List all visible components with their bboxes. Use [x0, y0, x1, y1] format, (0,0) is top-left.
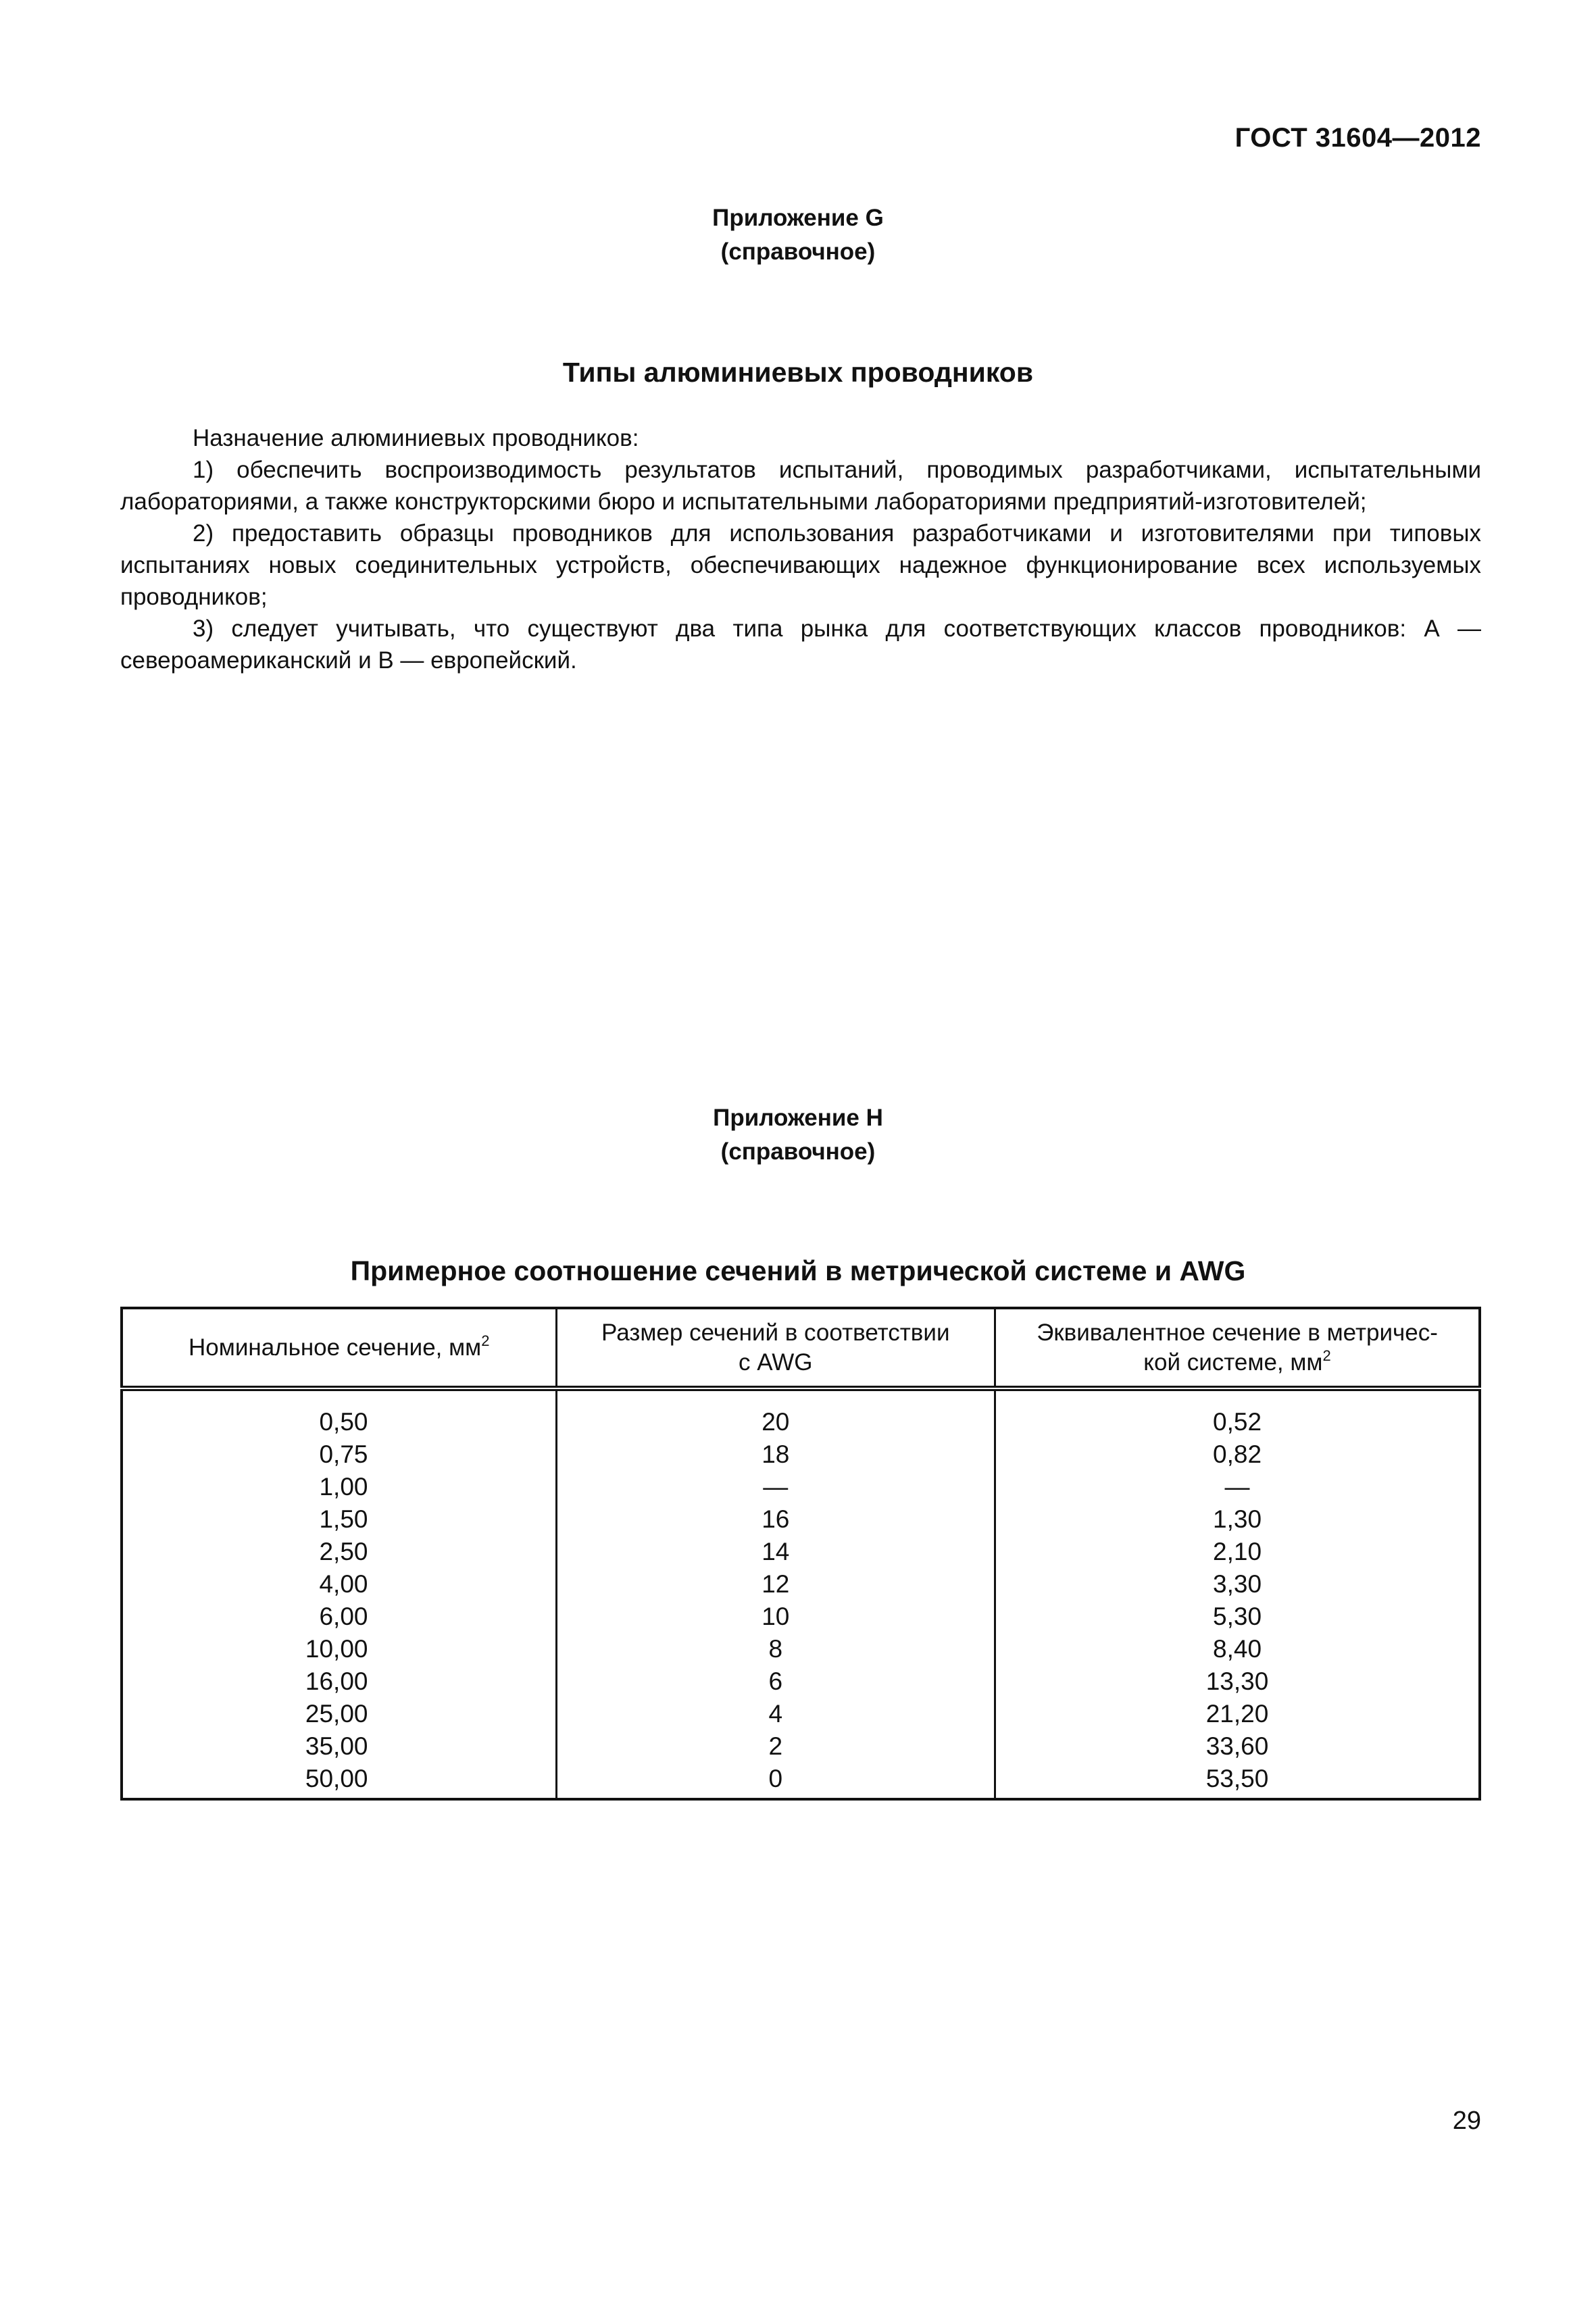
metric-cell: 3,30	[995, 1568, 1480, 1601]
metric-cell: 2,10	[995, 1536, 1480, 1568]
nominal-cell: 35,00	[305, 1732, 368, 1760]
table-row	[122, 1763, 1480, 1799]
header-metric-equivalent: Эквивалентное сечение в метричес- кой системе, $мм^2$	[995, 1308, 1480, 1388]
annex-g-heading	[0, 201, 1596, 269]
awg-cell: 2	[556, 1730, 995, 1763]
table-row	[122, 1438, 1480, 1471]
page-number: 29	[1452, 2107, 1481, 2135]
annex-g-item: 3) следует учитывать, что существуют два типа рынка для соответствующих классов проводников: А — североамериканский и В — европейский.	[120, 615, 1481, 674]
table-row	[122, 1730, 1480, 1763]
metric-cell: 5,30	[995, 1601, 1480, 1633]
annex-g-status: (справочное)	[720, 238, 876, 265]
annex-g-title: Типы алюминиевых проводников	[562, 357, 1034, 388]
cross-section-table	[120, 1307, 1481, 1801]
awg-cell: 6	[556, 1665, 995, 1698]
annex-g-intro: Назначение алюминиевых проводников:	[193, 425, 639, 451]
awg-cell: —	[556, 1471, 995, 1503]
nominal-cell: 10,00	[305, 1635, 368, 1663]
metric-cell: 0,52	[995, 1388, 1480, 1438]
table-row	[122, 1698, 1480, 1730]
awg-cell: 4	[556, 1698, 995, 1730]
annex-g-label: Приложение G	[712, 205, 884, 231]
awg-cell: 16	[556, 1503, 995, 1536]
nominal-cell: 0,50	[319, 1408, 368, 1436]
metric-cell: 33,60	[995, 1730, 1480, 1763]
nominal-cell: 25,00	[305, 1700, 368, 1728]
metric-cell: 21,20	[995, 1698, 1480, 1730]
awg-cell: 12	[556, 1568, 995, 1601]
table-row	[122, 1471, 1480, 1503]
annex-h-heading	[0, 1101, 1596, 1169]
table-header-row	[122, 1308, 1480, 1388]
annex-h-title: Примерное соотношение сечений в метрической системе и AWG	[350, 1255, 1246, 1286]
nominal-cell: 6,00	[319, 1603, 368, 1630]
annex-h-label: Приложение H	[713, 1105, 883, 1131]
metric-cell: 1,30	[995, 1503, 1480, 1536]
table-row	[122, 1388, 1480, 1438]
awg-cell: 20	[556, 1388, 995, 1438]
awg-cell: 0	[556, 1763, 995, 1799]
nominal-cell: 0,75	[319, 1440, 368, 1468]
table-row	[122, 1568, 1480, 1601]
nominal-cell: 4,00	[319, 1570, 368, 1598]
metric-cell: 8,40	[995, 1633, 1480, 1665]
annex-h-status: (справочное)	[720, 1138, 876, 1165]
awg-cell: 18	[556, 1438, 995, 1471]
nominal-cell: 1,50	[319, 1505, 368, 1533]
awg-cell: 10	[556, 1601, 995, 1633]
nominal-cell: 50,00	[305, 1765, 368, 1792]
table-row	[122, 1503, 1480, 1536]
annex-g-item: 1) обеспечить воспроизводимость результатов испытаний, проводимых разработчиками, испытательными лабораториями, а также конструкторскими бюро и испытательными лабораториями предприятий-изготовителей;	[120, 457, 1481, 515]
standard-code: ГОСТ 31604—2012	[1235, 123, 1481, 153]
table-row	[122, 1665, 1480, 1698]
header-nominal-section: Номинальное сечение, $мм^2$	[122, 1308, 556, 1388]
nominal-cell: 2,50	[319, 1538, 368, 1565]
annex-g-body	[120, 422, 1481, 676]
metric-cell: 0,82	[995, 1438, 1480, 1471]
annex-g-item: 2) предоставить образцы проводников для использования разработчиками и изготовителями при типовых испытаниях новых соединительных устройств, обеспечивающих надежное функционирование всех используемых проводников;	[120, 520, 1481, 610]
awg-cell: 8	[556, 1633, 995, 1665]
metric-cell: —	[995, 1471, 1480, 1503]
nominal-cell: 1,00	[319, 1473, 368, 1501]
metric-cell: 13,30	[995, 1665, 1480, 1698]
table-row	[122, 1601, 1480, 1633]
nominal-cell: 16,00	[305, 1667, 368, 1695]
metric-cell: 53,50	[995, 1763, 1480, 1799]
header-awg-size: Размер сечений в соответствии с AWG	[556, 1308, 995, 1388]
awg-cell: 14	[556, 1536, 995, 1568]
table-row	[122, 1536, 1480, 1568]
table-row	[122, 1633, 1480, 1665]
